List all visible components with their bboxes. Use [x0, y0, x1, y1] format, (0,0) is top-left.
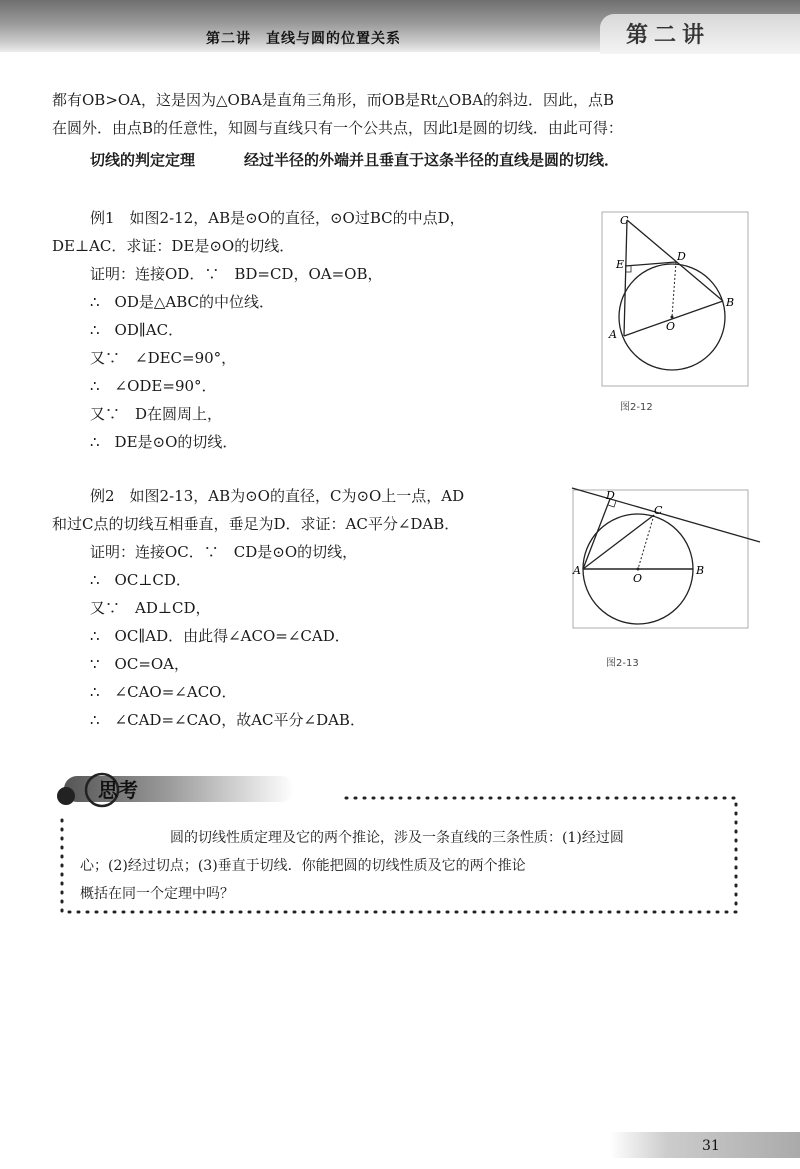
label-b: B: [696, 564, 705, 577]
label-e: E: [616, 258, 625, 271]
example2-proof-1: 证明：连接OC．∵ CD是⊙O的切线，: [90, 543, 358, 561]
label-c: C: [620, 214, 629, 227]
segment-cb: [627, 220, 723, 301]
think-title: 思考: [98, 778, 138, 802]
example2-proof-5: ∵ OC=OA，: [90, 655, 190, 673]
figure-2-12-caption: 图2-12: [620, 402, 653, 413]
example2-proof-3: 又∵ AD⊥CD，: [90, 599, 211, 617]
example2-proof-7: ∴ ∠CAD=∠CAO，故AC平分∠DAB．: [90, 711, 365, 729]
label-d: D: [677, 250, 686, 263]
page-number: 31: [702, 1138, 720, 1154]
example2-proof-4: ∴ OC∥AD．由此得∠ACO=∠CAD．: [90, 627, 350, 645]
example2-proof-2: ∴ OC⊥CD．: [90, 571, 191, 589]
example1-proof-7: ∴ DE是⊙O的切线．: [90, 433, 238, 451]
example2-line-1: 例2 如图2-13，AB为⊙O的直径，C为⊙O上一点，AD: [90, 487, 465, 505]
label-o: O: [633, 572, 643, 585]
label-o: O: [666, 320, 676, 333]
figure-2-13: [570, 482, 770, 632]
example1-proof-5: ∴ ∠ODE=90°．: [90, 377, 217, 395]
intro-line-1: 都有OB>OA，这是因为△OBA是直角三角形，而OB是Rt△OBA的斜边．因此，点B: [52, 91, 615, 109]
example1-line-2: DE⊥AC．求证：DE是⊙O的切线．: [52, 237, 295, 255]
think-line-2: 心；(2)经过切点；(3)垂直于切线．你能把圆的切线性质及它的两个推论: [80, 858, 526, 874]
theorem-label: 切线的判定定理: [90, 151, 196, 169]
label-a: A: [609, 328, 617, 341]
label-c: C: [654, 504, 663, 517]
example1-line-1: 例1 如图2-12，AB是⊙O的直径，⊙O过BC的中点D，: [90, 209, 465, 227]
chapter-title: 第二讲 直线与圆的位置关系: [206, 31, 401, 47]
think-line-3: 概括在同一个定理中吗？: [80, 886, 234, 902]
figure-2-13-caption: 图2-13: [606, 658, 639, 669]
think-line-1: 圆的切线性质定理及它的两个推论，涉及一条直线的三条性质：(1)经过圆: [170, 830, 624, 846]
segment-od: [672, 262, 676, 317]
segment-oc: [638, 515, 654, 569]
segment-ac: [624, 220, 627, 336]
label-d: D: [606, 489, 615, 502]
theorem-text: 经过半径的外端并且垂直于这条半径的直线是圆的切线．: [244, 151, 620, 169]
tangent-line: [572, 488, 760, 542]
chapter-tab-label: 第二讲: [626, 23, 711, 48]
example1-proof-1: 证明：连接OD．∵ BD=CD，OA=OB，: [90, 265, 383, 283]
example2-proof-6: ∴ ∠CAO=∠ACO．: [90, 683, 237, 701]
label-b: B: [726, 296, 735, 309]
example2-line-2: 和过C点的切线互相垂直，垂足为D．求证：AC平分∠DAB．: [52, 515, 460, 533]
figure-2-12: [600, 210, 750, 390]
example1-proof-6: 又∵ D在圆周上，: [90, 405, 223, 423]
example1-proof-2: ∴ OD是△ABC的中位线．: [90, 293, 275, 311]
example1-proof-3: ∴ OD∥AC．: [90, 321, 184, 339]
example1-proof-4: 又∵ ∠DEC=90°，: [90, 349, 237, 367]
label-a: A: [573, 564, 581, 577]
intro-line-2: 在圆外．由点B的任意性，知圆与直线只有一个公共点，因此l是圆的切线．由此可得：: [52, 119, 623, 137]
